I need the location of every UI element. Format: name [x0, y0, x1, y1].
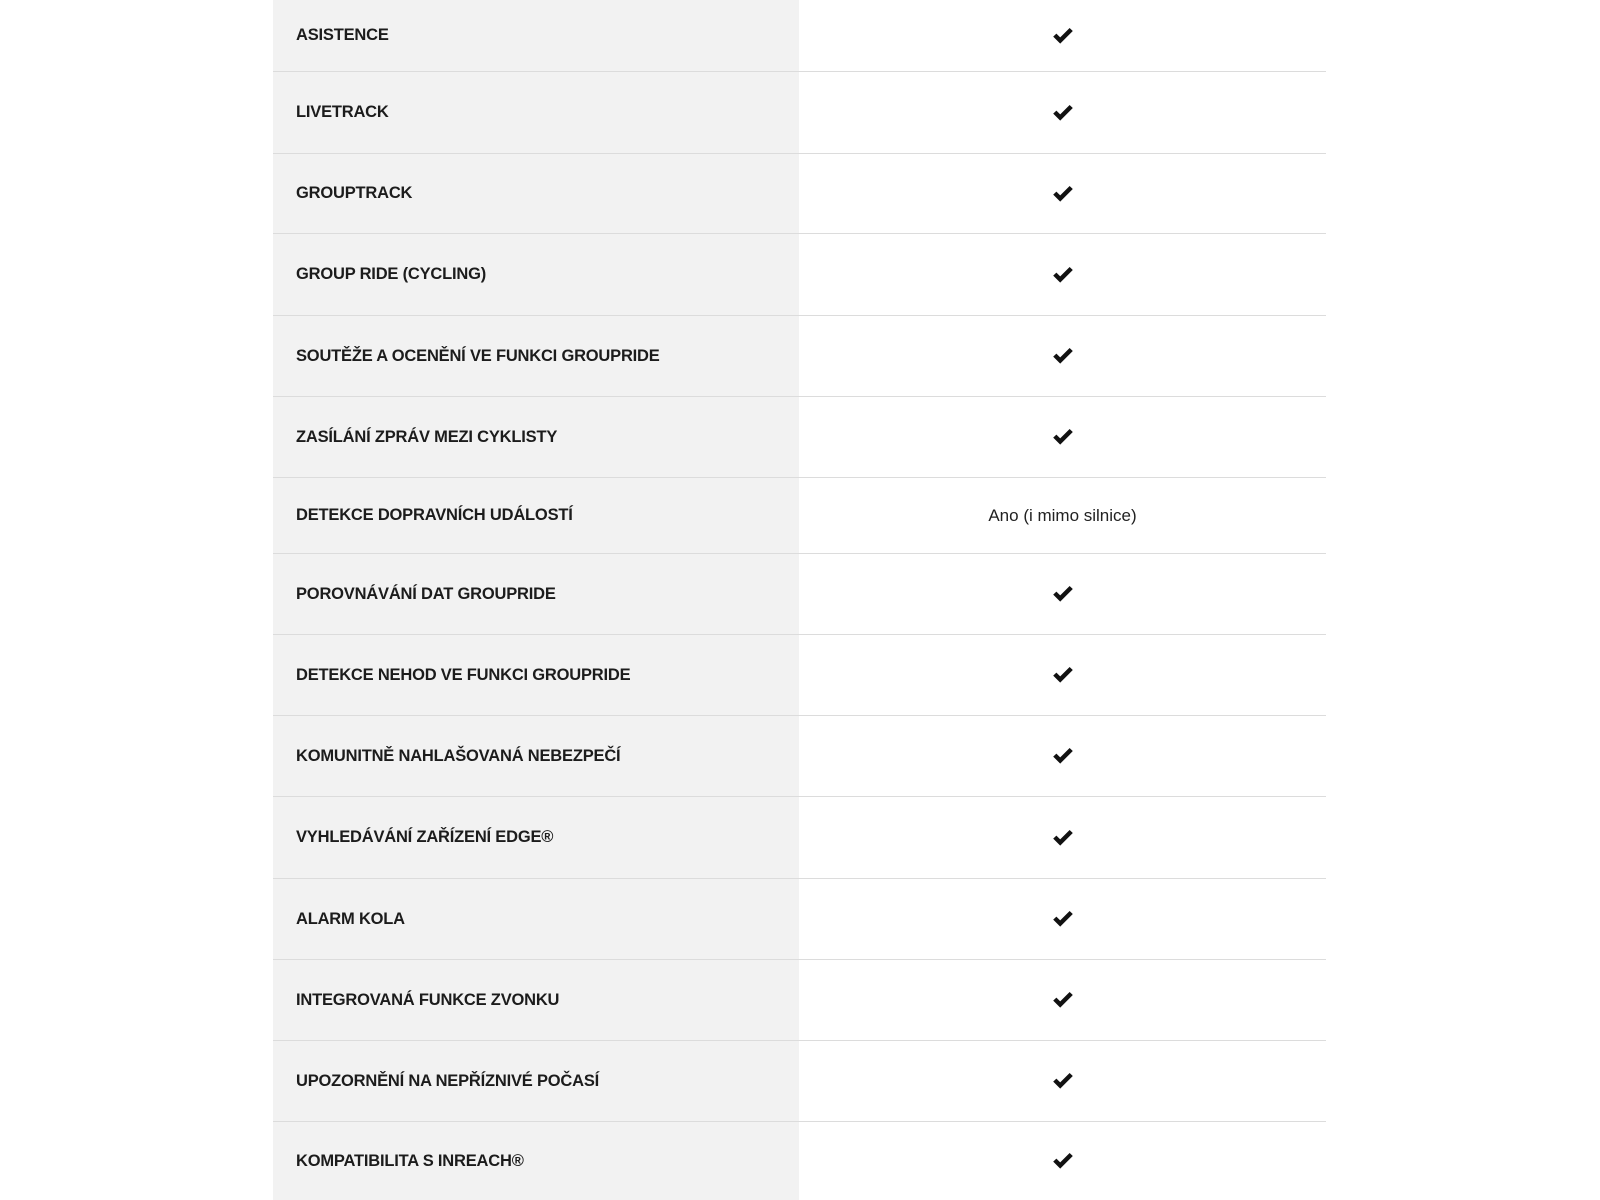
table-row [273, 1041, 1326, 1122]
checkmark-icon [1052, 185, 1074, 203]
feature-value [799, 0, 1326, 71]
checkmark-icon [1052, 104, 1074, 122]
feature-label: ALARM KOLA [273, 879, 799, 959]
feature-label: KOMPATIBILITA S INREACH® [273, 1122, 799, 1200]
feature-label: UPOZORNĚNÍ NA NEPŘÍZNIVÉ POČASÍ [273, 1041, 799, 1121]
feature-comparison-table [273, 0, 1326, 1200]
feature-label: INTEGROVANÁ FUNKCE ZVONKU [273, 960, 799, 1040]
table-row [273, 797, 1326, 879]
feature-value [799, 478, 1326, 553]
feature-value-text: Ano (i mimo silnice) [988, 505, 1137, 525]
table-row [273, 716, 1326, 797]
feature-label: ASISTENCE [273, 0, 799, 71]
feature-value [799, 397, 1326, 477]
table-row [273, 1122, 1326, 1200]
feature-label: KOMUNITNĚ NAHLAŠOVANÁ NEBEZPEČÍ [273, 716, 799, 796]
feature-value [799, 1041, 1326, 1121]
checkmark-icon [1052, 991, 1074, 1009]
feature-label: GROUPTRACK [273, 154, 799, 233]
feature-label: DETEKCE NEHOD VE FUNKCI GROUPRIDE [273, 635, 799, 715]
feature-value [799, 234, 1326, 315]
feature-value [799, 316, 1326, 396]
table-row [273, 554, 1326, 635]
checkmark-icon [1052, 747, 1074, 765]
table-row [273, 0, 1326, 72]
feature-value [799, 716, 1326, 796]
feature-value [799, 1122, 1326, 1200]
feature-value [799, 960, 1326, 1040]
table-row [273, 72, 1326, 154]
feature-label: GROUP RIDE (CYCLING) [273, 234, 799, 315]
checkmark-icon [1052, 585, 1074, 603]
checkmark-icon [1052, 27, 1074, 45]
feature-value [799, 154, 1326, 233]
table-row [273, 154, 1326, 234]
checkmark-icon [1052, 910, 1074, 928]
checkmark-icon [1052, 1072, 1074, 1090]
checkmark-icon [1052, 666, 1074, 684]
table-row [273, 234, 1326, 316]
checkmark-icon [1052, 428, 1074, 446]
feature-label: SOUTĚŽE A OCENĚNÍ VE FUNKCI GROUPRIDE [273, 316, 799, 396]
feature-label: POROVNÁVÁNÍ DAT GROUPRIDE [273, 554, 799, 634]
table-row [273, 397, 1326, 478]
feature-value [799, 554, 1326, 634]
feature-label: LIVETRACK [273, 72, 799, 153]
table-row [273, 316, 1326, 397]
feature-value [799, 635, 1326, 715]
checkmark-icon [1052, 1152, 1074, 1170]
table-row [273, 960, 1326, 1041]
feature-value [799, 797, 1326, 878]
feature-label: VYHLEDÁVÁNÍ ZAŘÍZENÍ EDGE® [273, 797, 799, 878]
feature-value [799, 879, 1326, 959]
table-row [273, 879, 1326, 960]
feature-value [799, 72, 1326, 153]
checkmark-icon [1052, 829, 1074, 847]
checkmark-icon [1052, 347, 1074, 365]
table-row [273, 635, 1326, 716]
checkmark-icon [1052, 266, 1074, 284]
table-row [273, 478, 1326, 554]
feature-label: ZASÍLÁNÍ ZPRÁV MEZI CYKLISTY [273, 397, 799, 477]
feature-label: DETEKCE DOPRAVNÍCH UDÁLOSTÍ [273, 478, 799, 553]
